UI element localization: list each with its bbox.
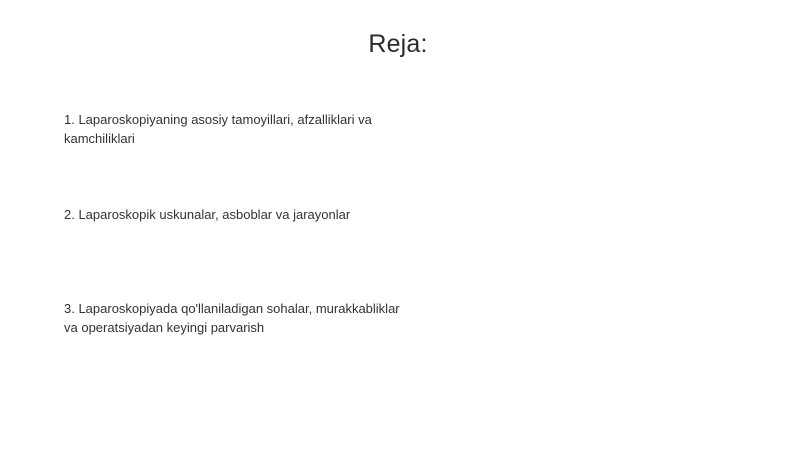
plan-item-2: 2. Laparoskopik uskunalar, asboblar va jarayonlar bbox=[64, 207, 351, 222]
plan-item-1: 1. Laparoskopiyaning asosiy tamoyillari, afzalliklari va kamchiliklari bbox=[64, 112, 372, 146]
slide-title: Reja: bbox=[368, 30, 428, 58]
plan-item-3: 3. Laparoskopiyada qo'llaniladigan sohalar, murakkabliklar va operatsiyadan keyingi parvarish bbox=[64, 301, 400, 335]
